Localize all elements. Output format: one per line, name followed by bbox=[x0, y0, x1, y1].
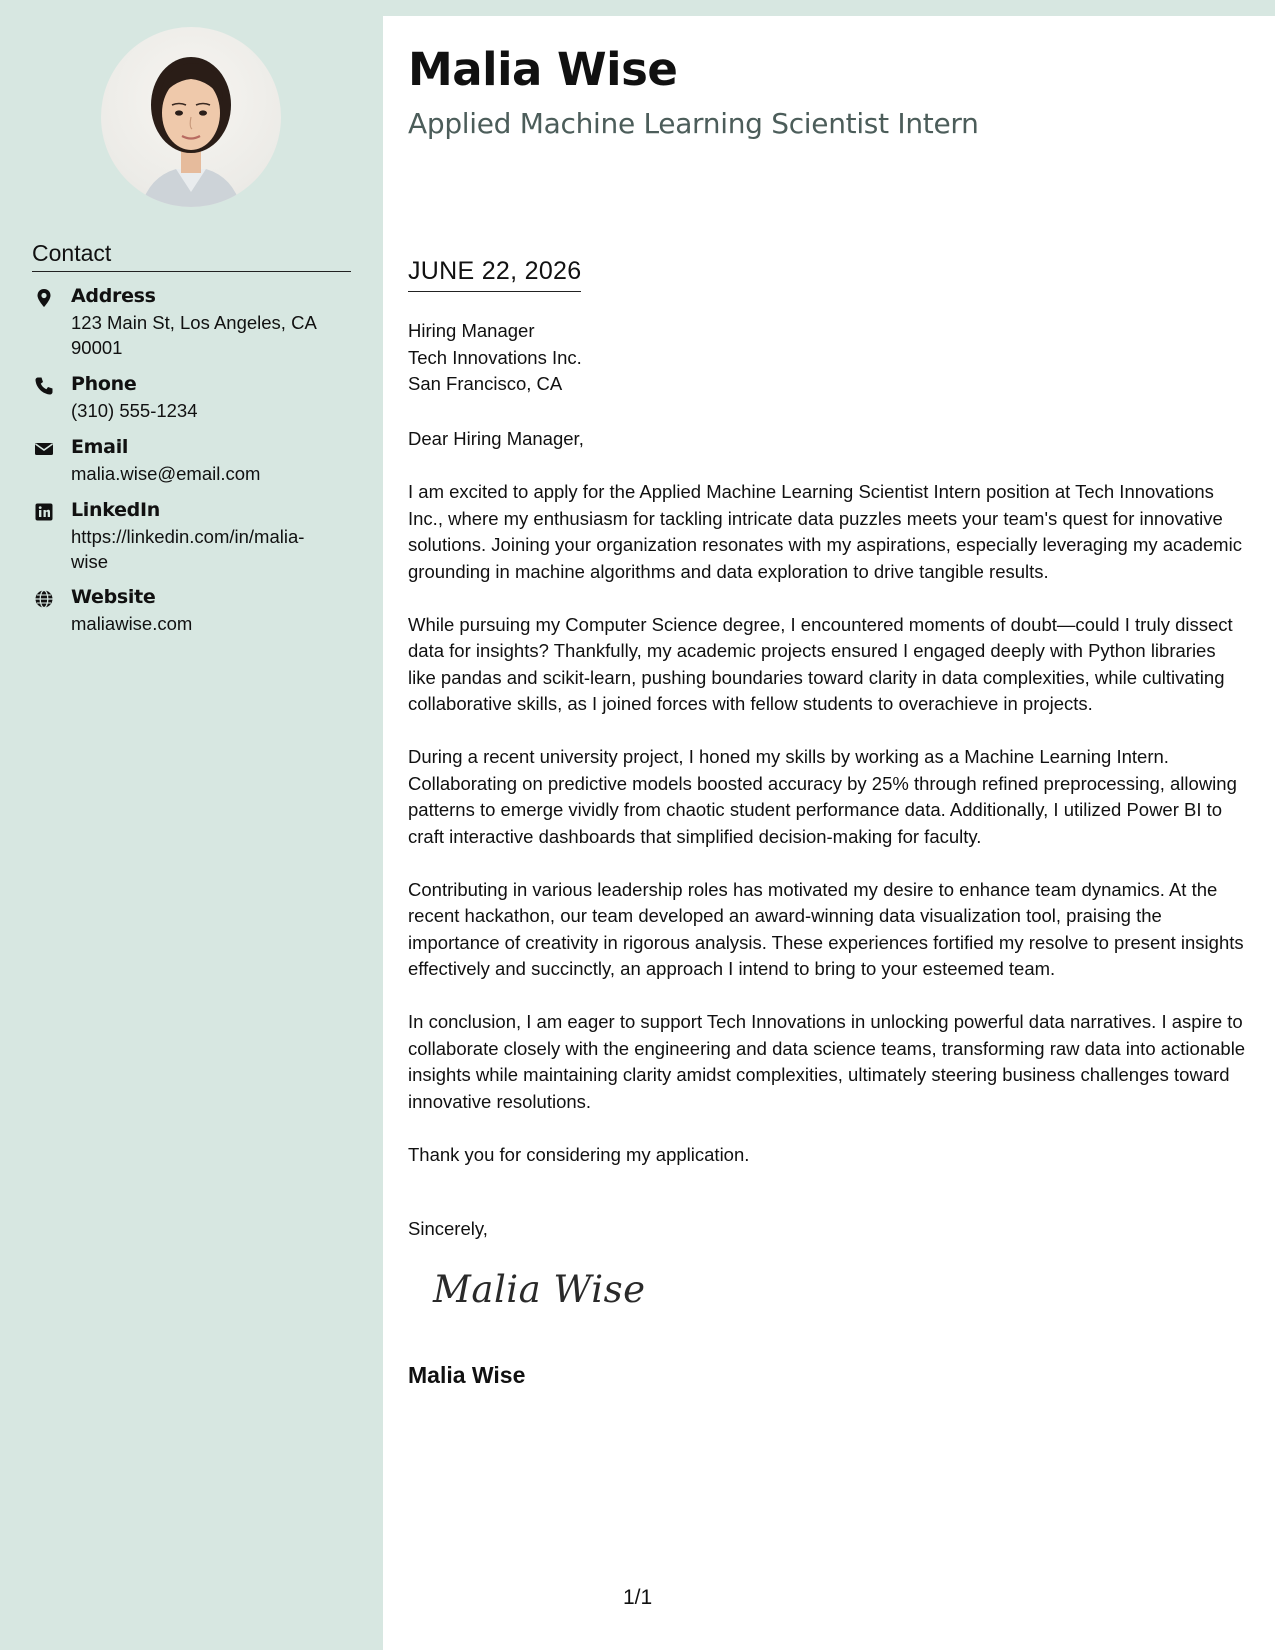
body-paragraph: Contributing in various leadership roles has motivated my desire to enhance team dynamics. At the recent hackathon, our team developed an award-winning data visualization tool, praising the importance of creativity in rigorous analysis. These experiences fortified my resolve to present insights effectively and succinctly, an approach I intend to bring to your esteemed team. bbox=[408, 878, 1244, 979]
phone-icon bbox=[34, 376, 54, 396]
recipient-line: Hiring Manager bbox=[408, 320, 535, 341]
applicant-name: Malia Wise bbox=[408, 43, 678, 96]
email-label: Email bbox=[71, 436, 129, 458]
linkedin-label: LinkedIn bbox=[71, 499, 160, 521]
linkedin-icon bbox=[34, 502, 54, 522]
email-value[interactable]: malia.wise@email.com bbox=[71, 463, 261, 484]
closing: Sincerely, bbox=[408, 1218, 488, 1239]
sidebar bbox=[0, 0, 383, 1650]
thanks-line: Thank you for considering my application. bbox=[408, 1143, 750, 1165]
letter-body bbox=[408, 426, 1248, 1195]
handwritten-signature: Malia Wise bbox=[433, 1268, 646, 1311]
page-number: 1/1 bbox=[623, 1586, 653, 1609]
website-value[interactable]: maliawise.com bbox=[71, 613, 193, 634]
body-paragraph: I am excited to apply for the Applied Machine Learning Scientist Intern position at Tech Innovations Inc., where my enthusiasm for tackling intricate data puzzles meets your team's quest for innovative solutions. Joining your organization resonates with my aspirations, especially leveraging my academic grounding in machine algorithms and data exploration to drive tangible results. bbox=[408, 481, 1242, 582]
body-paragraph: During a recent university project, I honed my skills by working as a Machine Learning Intern. Collaborating on predictive models boosted accuracy by 25% through refined preprocessing, allowing patterns to emerge vividly from chaotic student performance data. Additionally, I utilized Power BI to craft interactive dashboards that simplified decision-making for faculty. bbox=[408, 746, 1237, 847]
recipient-line: Tech Innovations Inc. bbox=[408, 346, 582, 368]
job-title: Applied Machine Learning Scientist Intern bbox=[408, 107, 979, 140]
recipient-line: San Francisco, CA bbox=[408, 373, 563, 394]
envelope-icon bbox=[34, 439, 54, 459]
address-label: Address bbox=[71, 285, 156, 307]
body-paragraph: In conclusion, I am eager to support Tech Innovations in unlocking powerful data narratives. I aspire to collaborate closely with the engineering and data science teams, transforming raw data into actionable insights while maintaining clarity amidst complexities, ultimately steering business challenges toward innovative resolutions. bbox=[408, 1011, 1246, 1112]
recipient-block bbox=[408, 318, 582, 398]
phone-value: (310) 555-1234 bbox=[71, 400, 198, 421]
globe-icon bbox=[34, 589, 54, 609]
profile-photo bbox=[101, 27, 281, 207]
map-pin-icon bbox=[34, 288, 54, 308]
body-paragraph: While pursuing my Computer Science degree, I encountered moments of doubt—could I truly dissect data for insights? Thankfully, my academic projects ensured I engaged deeply with Python libraries like pandas and scikit-learn, pushing boundaries toward clarity in data complexities, while cultivating collaborative skills, as I joined forces with fellow students to overachieve in projects. bbox=[408, 613, 1233, 714]
signer-name: Malia Wise bbox=[408, 1362, 526, 1388]
address-value: 123 Main St, Los Angeles, CA 90001 bbox=[71, 312, 316, 358]
phone-label: Phone bbox=[71, 373, 137, 395]
portrait-image bbox=[101, 27, 281, 207]
letter-main bbox=[383, 16, 1275, 1650]
letter-date: JUNE 22, 2026 bbox=[408, 257, 581, 292]
website-label: Website bbox=[71, 586, 156, 608]
contact-heading: Contact bbox=[32, 240, 351, 272]
linkedin-value[interactable]: https://linkedin.com/in/malia-wise bbox=[71, 526, 305, 572]
salutation: Dear Hiring Manager, bbox=[408, 428, 584, 449]
